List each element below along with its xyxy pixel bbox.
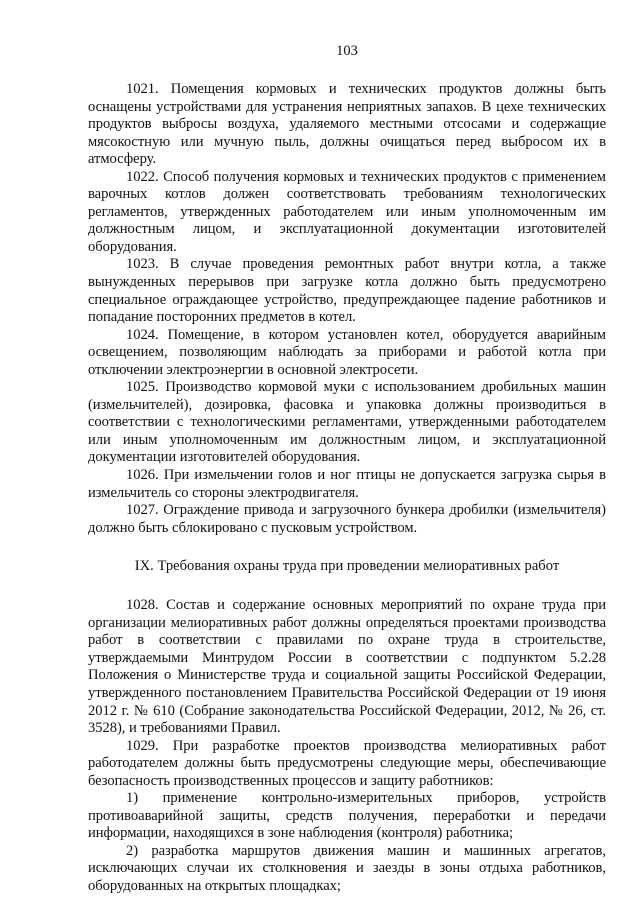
paragraph-1022: 1022. Способ получения кормовых и технических продуктов с применением варочных котлов должен соответствовать требованиям технологических регламентов, утвержденных работодателем или иным уполномоченным им должностным лицом, и эксплуатационной документации изготовителей оборудования. — [88, 168, 606, 255]
list-item-2: 2) разработка маршрутов движения машин и машинных агрегатов, исключающих случаи их столкновения и заезды в зоны отдыха работников, оборудованных на открытых площадках; — [88, 842, 606, 894]
paragraph-1021: 1021. Помещения кормовых и технических продуктов должны быть оснащены устройствами для устранения неприятных запахов. В цехе технических продуктов выбросы воздуха, удаляемого местными отсосами и содержащие мясокостную или мучную пыль, должны очищаться перед выбросом их в атмосферу. — [88, 81, 606, 168]
list-item-1: 1) применение контрольно-измерительных приборов, устройств противоаварийной защиты, средств получения, переработки и передачи информации, находящихся в зоне наблюдения (контроля) работника; — [88, 790, 606, 842]
paragraph-1028: 1028. Состав и содержание основных мероприятий по охране труда при организации мелиоративных работ должны определяться проектами производства работ в соответствии с правилами по охране труда в строительстве, утверждаемыми Минтрудом России в соответствии с подпунктом 5.2.28 Положения о Министерстве труда и социальной защиты Российской Федерации, утвержденного постановлением Правительства Российской Федерации от 19 июня 2012 г. № 610 (Собрание законодательства Российской Федерации, 2012, № 26, ст. 3528), и требованиями Правил. — [88, 597, 606, 737]
paragraph-1024: 1024. Помещение, в котором установлен котел, оборудуется аварийным освещением, позволяющим наблюдать за приборами и работой котла при отключении электроэнергии в основной электросети. — [88, 326, 606, 378]
page-number: 103 — [336, 43, 358, 59]
paragraph-1023: 1023. В случае проведения ремонтных работ внутри котла, а также вынужденных перерывов при загрузке котла должно быть предусмотрено специальное ограждающее устройство, предупреждающее падение работников и попадание посторонних предметов в котел. — [88, 256, 606, 326]
section-heading: IX. Требования охраны труда при проведении мелиоративных работ — [134, 558, 560, 575]
paragraph-1025: 1025. Производство кормовой муки с использованием дробильных машин (измельчителей), дозировка, фасовка и упаковка должны производиться в соответствии с технологическими регламентами, утвержденными работодателем или иным уполномоченным им должностным лицом, и эксплуатационной документации изготовителей оборудования. — [88, 379, 606, 466]
paragraph-1027: 1027. Ограждение привода и загрузочного бункера дробилки (измельчителя) должно быть сблокировано с пусковым устройством. — [88, 502, 606, 536]
paragraph-1029: 1029. При разработке проектов производства мелиоративных работ работодателем должны быть предусмотрены следующие меры, обеспечивающие безопасность производственных процессов и защиту работников: — [88, 737, 606, 789]
paragraph-1026: 1026. При измельчении голов и ног птицы не допускается загрузка сырья в измельчитель со стороны электродвигателя. — [88, 467, 606, 501]
